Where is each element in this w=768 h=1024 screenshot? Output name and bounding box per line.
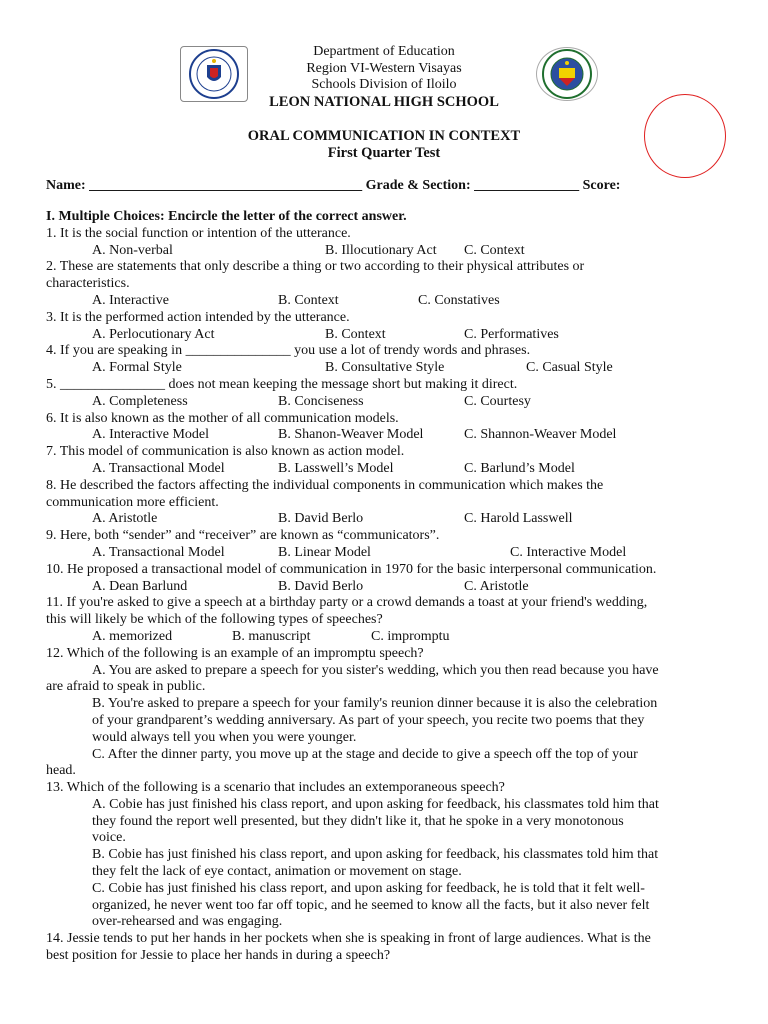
choice-a[interactable]: A. Transactional Model — [92, 460, 225, 476]
choice-b: B. Cobie has just finished his class report, and upon asking for feedback, his classmates told him that — [92, 847, 659, 863]
choice-b[interactable]: B. Context — [278, 292, 339, 308]
choice-b[interactable]: B. David Berlo — [278, 578, 364, 594]
question-text: 5. _______________ does not mean keeping the message short but making it direct. — [46, 376, 518, 392]
choice-a-cont: they found the report well presented, but they didn't like it, that he spoke in a very monotonous — [92, 813, 624, 829]
choice-a[interactable]: A. Aristotle — [92, 511, 158, 527]
question-2 — [46, 259, 726, 309]
test-content — [46, 209, 726, 965]
choice-b[interactable]: B. Linear Model — [278, 544, 371, 560]
choices-row — [46, 629, 726, 646]
question-12 — [46, 646, 726, 780]
name-grade-score-line: Name: _______________________________________ Grade & Section: _______________ Score: — [46, 178, 621, 193]
header-line-2: Region VI-Western Visayas — [306, 60, 462, 76]
question-text: 8. He described the factors affecting the individual components in communication which makes the — [46, 477, 604, 493]
choice-a[interactable]: A. Completeness — [92, 393, 188, 409]
choice-b[interactable]: B. David Berlo — [278, 511, 364, 527]
choices-row — [46, 427, 726, 444]
choice-c[interactable]: C. Aristotle — [464, 578, 529, 594]
choice-c: C. After the dinner party, you move up at the stage and decide to give a speech off the top of your — [92, 746, 638, 762]
question-4 — [46, 343, 726, 377]
choices-row — [46, 394, 726, 411]
choice-a[interactable]: A. Interactive — [92, 292, 169, 308]
choice-c-cont: head. — [46, 763, 76, 779]
header-line-3: Schools Division of Iloilo — [311, 77, 457, 92]
question-text: 12. Which of the following is an example of an impromptu speech? — [46, 645, 424, 661]
choices-row — [46, 461, 726, 478]
choice-c[interactable]: C. Constatives — [418, 292, 500, 308]
question-8 — [46, 478, 726, 528]
choice-c-cont-2: over-rehearsed and was engaging. — [92, 914, 283, 930]
question-text: 4. If you are speaking in _______________ you use a lot of trendy words and phrases. — [46, 343, 531, 359]
test-title: ORAL COMMUNICATION IN CONTEXT — [247, 128, 521, 144]
question-text: 14. Jessie tends to put her hands in her pockets when she is speaking in front of large audiences. What is the — [46, 931, 651, 947]
choices-row — [46, 327, 726, 344]
choice-a[interactable]: A. Formal Style — [92, 360, 182, 376]
choice-c: C. Cobie has just finished his class report, and upon asking for feedback, he is told that it felt well- — [92, 880, 645, 896]
letterhead — [0, 44, 768, 110]
choice-a[interactable]: A. Non-verbal — [92, 242, 173, 258]
choice-b[interactable]: B. manuscript — [232, 628, 311, 644]
question-text: 13. Which of the following is a scenario that includes an extemporaneous speech? — [46, 780, 505, 796]
question-7 — [46, 444, 726, 478]
choice-c[interactable]: C. Performatives — [464, 326, 559, 342]
choice-c[interactable]: C. Barlund’s Model — [464, 460, 575, 476]
choice-a: A. You are asked to prepare a speech for you sister's wedding, which you then read because you have — [92, 662, 659, 678]
question-10 — [46, 562, 726, 596]
choice-a: A. Cobie has just finished his class report, and upon asking for feedback, his classmates told him that — [92, 796, 659, 812]
choice-b[interactable]: B. Consultative Style — [325, 360, 445, 376]
choice-c[interactable]: C. Casual Style — [526, 360, 613, 376]
question-11 — [46, 595, 726, 645]
choice-c[interactable]: C. Interactive Model — [510, 544, 627, 560]
school-name: LEON NATIONAL HIGH SCHOOL — [269, 93, 499, 110]
question-13 — [46, 780, 726, 931]
question-text: 2. These are statements that only describe a thing or two according to their physical attributes or — [46, 259, 585, 275]
question-text: 7. This model of communication is also known as action model. — [46, 444, 405, 460]
choice-a[interactable]: A. Dean Barlund — [92, 578, 188, 594]
choices-row — [46, 545, 726, 562]
choice-a[interactable]: A. Interactive Model — [92, 427, 210, 443]
question-text-cont: best position for Jessie to place her hands in during a speech? — [46, 948, 391, 964]
choice-b[interactable]: B. Conciseness — [278, 393, 364, 409]
choice-a[interactable]: A. memorized — [92, 628, 173, 644]
choice-b[interactable]: B. Context — [325, 326, 386, 342]
choice-b: B. You're asked to prepare a speech for your family's reunion dinner because it is also the celebration — [92, 696, 658, 712]
choice-b-cont: they felt the lack of eye contact, animation or movement on stage. — [92, 864, 462, 880]
question-14 — [46, 931, 726, 965]
choice-c[interactable]: C. Harold Lasswell — [464, 511, 573, 527]
choice-c[interactable]: C. impromptu — [371, 628, 450, 644]
question-5 — [46, 377, 726, 411]
choice-c-cont: organized, he never went too far off topic, and he seemed to know all the facts, but it also never felt — [92, 897, 650, 913]
question-9 — [46, 528, 726, 562]
question-text: 11. If you're asked to give a speech at a birthday party or a crowd demands a toast at your friend's wedding, — [46, 595, 648, 611]
question-text-cont: this will likely be which of the following types of speeches? — [46, 612, 383, 628]
choice-a-cont-2: voice. — [92, 830, 126, 846]
choice-a[interactable]: A. Perlocutionary Act — [92, 326, 215, 342]
header-line-1: Department of Education — [313, 44, 455, 59]
choices-row — [46, 293, 726, 310]
choices-row — [46, 579, 726, 596]
question-1 — [46, 226, 726, 260]
test-title-block — [0, 128, 768, 162]
question-text: 1. It is the social function or intention of the utterance. — [46, 225, 351, 241]
choice-b[interactable]: B. Illocutionary Act — [325, 242, 437, 258]
choices-row — [46, 511, 726, 528]
question-text-cont: characteristics. — [46, 276, 130, 292]
choice-c[interactable]: C. Courtesy — [464, 393, 531, 409]
question-text-cont: communication more efficient. — [46, 494, 219, 510]
choice-c[interactable]: C. Context — [464, 242, 525, 258]
choice-b[interactable]: B. Shanon-Weaver Model — [278, 427, 424, 443]
choice-b-cont-2: would always tell you when you were younger. — [92, 729, 357, 745]
question-6 — [46, 411, 726, 445]
question-text: 10. He proposed a transactional model of communication in 1970 for the basic interpersonal communication. — [46, 561, 657, 577]
choice-a-cont: are afraid to speak in public. — [46, 679, 206, 695]
choice-b[interactable]: B. Lasswell’s Model — [278, 460, 394, 476]
choices-row — [46, 243, 726, 260]
choices-row — [46, 360, 726, 377]
choice-b-cont: of your grandparent’s wedding anniversary. As part of your speech, you recite two poems that they — [92, 712, 645, 728]
test-subtitle: First Quarter Test — [327, 145, 441, 161]
question-3 — [46, 310, 726, 344]
multiple-choice-list — [46, 226, 726, 646]
question-text: 9. Here, both “sender” and “receiver” are known as “communicators”. — [46, 528, 440, 544]
section-heading: I. Multiple Choices: Encircle the letter of the correct answer. — [46, 209, 407, 224]
question-text: 6. It is also known as the mother of all communication models. — [46, 410, 399, 426]
choice-c[interactable]: C. Shannon-Weaver Model — [464, 427, 617, 443]
question-text: 3. It is the performed action intended by the utterance. — [46, 309, 350, 325]
choice-a[interactable]: A. Transactional Model — [92, 544, 225, 560]
